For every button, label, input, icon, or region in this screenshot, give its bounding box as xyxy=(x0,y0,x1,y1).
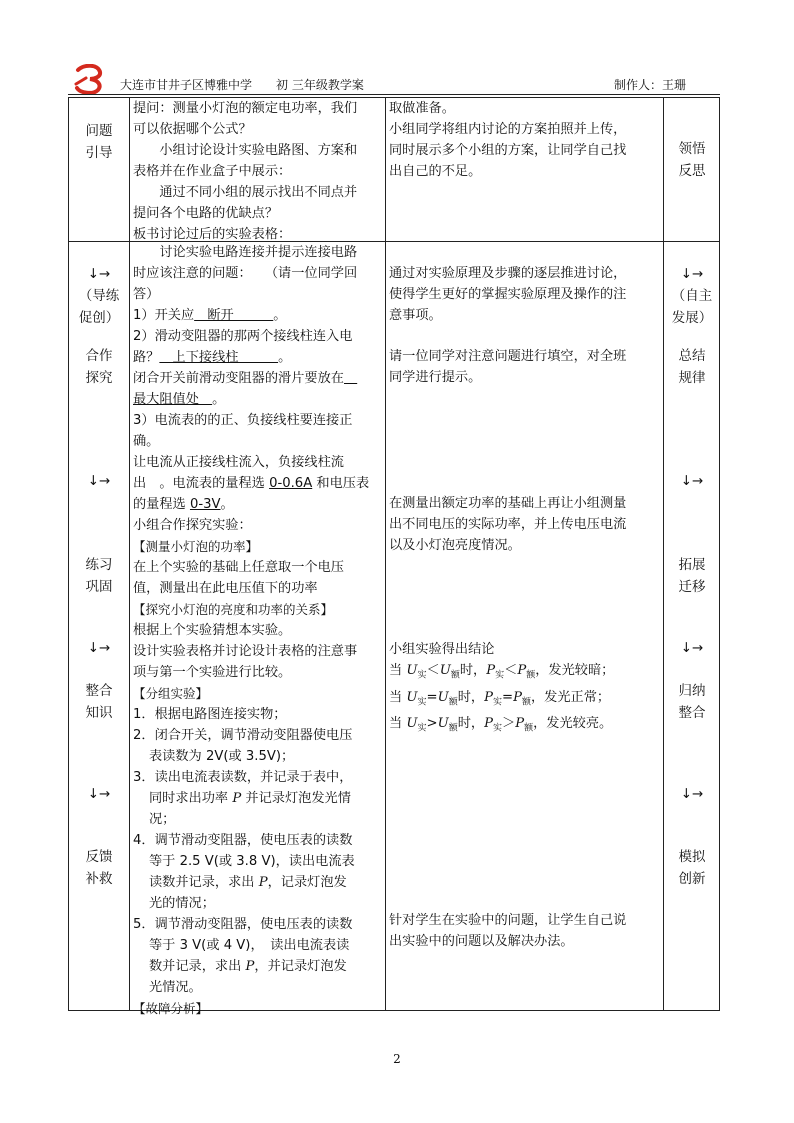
arrow-label: ↓→ xyxy=(87,266,111,282)
label-wenti: 问题 引导 xyxy=(85,123,113,161)
school-name: 大连市甘井子区博雅中学 初 三年级教学案 xyxy=(120,78,364,92)
row2-student-block-3: 在测量出额定功率的基础上再让小组测量 出不同电压的实际功率，并上传电压电流 以及小灯泡亮度情况。 xyxy=(389,496,627,553)
conclusion-line-1: 当 $U_实<U_额$时，$P_实<P_额$，发光较暗； xyxy=(389,663,615,681)
row2-student-block-2: 请一位同学对注意问题进行填空，对全班 同学进行提示。 xyxy=(389,349,627,385)
arrow-label: ↓→ xyxy=(680,786,704,802)
row2-student-block-5: 针对学生在实验中的问题，让学生自己说 出实验中的问题以及解决办法。 xyxy=(389,913,627,949)
row1-teacher-text: 提问：测量小灯泡的额定电功率，我们 可以依据哪个公式？ 小组讨论设计实验电路图、方案和 表格并在作业盒子中展示： 通过不同小组的展示找出不同点并 提问各个电路的优缺点？ 板书讨论过后的实验表格： xyxy=(133,101,358,242)
label-zhenghe: 整合 知识 xyxy=(85,683,113,721)
label-zizhu: （自主 发展） xyxy=(671,288,713,326)
label-tuozhan: 拓展 迁移 xyxy=(678,557,706,595)
label-lingwu: 领悟 反思 xyxy=(678,141,706,179)
page-number: 2 xyxy=(393,1052,401,1066)
col-divider xyxy=(129,98,130,1010)
label-daolian: （导练 促创） xyxy=(78,288,120,326)
page-header xyxy=(68,68,720,95)
arrow-label: ↓→ xyxy=(680,266,704,282)
label-moni: 模拟 创新 xyxy=(678,849,706,887)
label-guina: 归纳 整合 xyxy=(678,683,706,721)
arrow-label: ↓→ xyxy=(87,473,111,489)
conclusion-line-2: 当 $U_实=U_额$时，$P_实=P_额$，发光正常； xyxy=(389,689,611,708)
label-lianxi: 练习 巩固 xyxy=(85,557,113,595)
row1-student-text: 取做准备。 小组同学将组内讨论的方案拍照并上传， 同时展示多个小组的方案，让同学自己找 出自己的不足。 xyxy=(389,101,627,179)
arrow-label: ↓→ xyxy=(680,640,704,656)
arrow-label: ↓→ xyxy=(87,786,111,802)
author-label: 制作人：王珊 xyxy=(613,78,686,92)
school-logo-icon xyxy=(74,64,108,94)
col-divider xyxy=(385,98,386,1010)
lesson-table xyxy=(68,97,720,1016)
label-zongjie: 总结 规律 xyxy=(678,348,706,386)
row2-teacher-text: 讨论实验电路连接并提示连接电路 时应该注意的问题： （请一位同学回 答） 1）开关应 断开 。 2）滑动变阻器的那两个接线柱连入电 路？ 上下接线柱 。 闭合开关前滑动变阻器的滑片要放在 最大阻值处 。 3）电流表的的正、负接线柱要连接正 确。 让电流从正接线柱流入，负接线柱流 出 。电流表的量程选 0-0.6A 和电压表 的量程选 0-3V。 小组合作探究实验： 【测量小灯泡的功率】 在上个实验的基础上任意取一个电压 值，测量出在此电压值下的功率 【探究小灯泡的亮度和功率的关系】 根据上个实验猜想本实验。 设计实验表格并讨论设计表格的注意事 项与第一个实验进行比较。 【分组实验】 1．根据电路图连接实物； 2．闭合开关，调节滑动变阻器使电压 表读数为 2V(或 3.5V)； 3．读出电流表读数，并记录于表中， 同时求出功率 P 并记录灯泡发光情 况； 4．调节滑动变阻器，使电压表的读数 等于 2.5 V(或 3.8 V)，读出电流表 读数并记录，求出 P，记录灯泡发 光的情况； 5．调节滑动变阻器，使电压表的读数 等于 3 V(或 4 V)， 读出电流表读 数并记录，求出 P，并记录灯泡发 光情况。 【故障分析】 xyxy=(133,245,370,1016)
label-hezuo: 合作 探究 xyxy=(85,348,113,386)
arrow-label: ↓→ xyxy=(680,473,704,489)
conclusion-line-3: 当 $U_实>U_额$时，$P_实>P_额$，发光较亮。 xyxy=(389,716,613,734)
row2-student-block-4: 小组实验得出结论 当 $U_实<U_额$时，$P_实<P_额$，发光较暗； 当 $U_实=U_额$时，$P_实=P_额$，发光正常； 当 $U_实>U_额$时，$P_实>P_额$，发光较亮。 xyxy=(389,639,653,740)
label-fankui: 反馈 补救 xyxy=(85,849,113,887)
arrow-label: ↓→ xyxy=(87,640,111,656)
row2-student-block-1: 通过对实验原理及步骤的逐层推进讨论， 使得学生更好的掌握实验原理及操作的注 意事项。 xyxy=(389,266,627,323)
